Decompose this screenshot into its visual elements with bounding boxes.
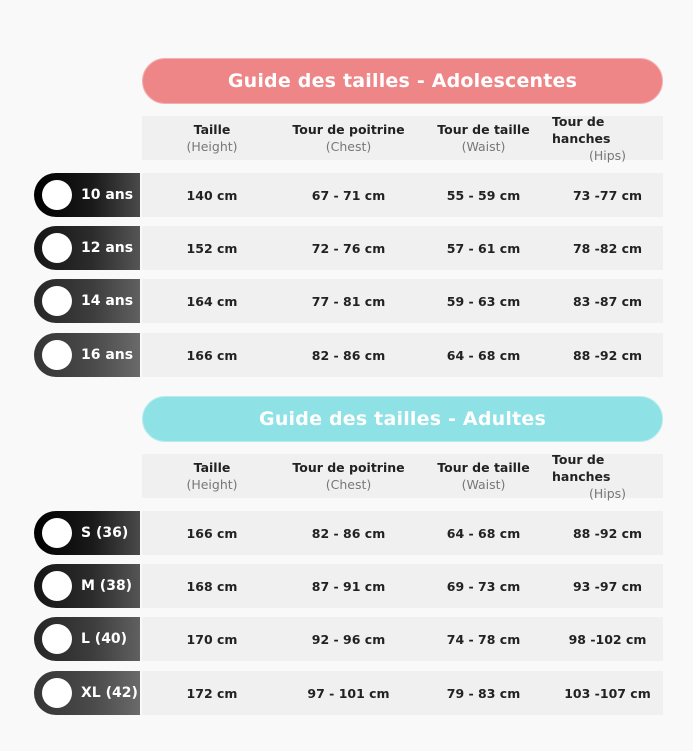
row-values	[142, 173, 663, 217]
column-header-hips	[552, 451, 663, 501]
circle-icon	[42, 571, 72, 601]
height-value: 172 cm	[186, 685, 238, 701]
table-row	[34, 564, 663, 608]
chest-value: 77 - 81 cm	[311, 293, 386, 309]
column-header-main: Tour de hanches	[552, 451, 611, 484]
column-header-sub: (Waist)	[461, 139, 506, 154]
table-row	[34, 226, 663, 270]
size-label: 16 ans	[81, 347, 134, 363]
column-header-sub: (Chest)	[325, 139, 372, 154]
circle-icon	[42, 180, 72, 210]
column-header-chest	[282, 454, 415, 498]
size-label-pill	[34, 511, 140, 555]
height-value: 164 cm	[186, 293, 238, 309]
size-label: 12 ans	[81, 240, 134, 256]
circle-icon	[42, 233, 72, 263]
chest-value: 92 - 96 cm	[311, 631, 386, 647]
height-value: 166 cm	[186, 525, 238, 541]
circle-icon	[42, 624, 72, 654]
column-header-sub: (Chest)	[325, 477, 372, 492]
column-header-main: Tour de taille	[437, 122, 530, 137]
table-row	[34, 617, 663, 661]
row-values	[142, 511, 663, 555]
column-header-waist	[415, 454, 552, 498]
chest-value: 82 - 86 cm	[311, 347, 386, 363]
chest-value: 97 - 101 cm	[307, 685, 390, 701]
row-values	[142, 333, 663, 377]
hips-value: 88 -92 cm	[572, 347, 643, 363]
chest-value: 82 - 86 cm	[311, 525, 386, 541]
waist-value: 57 - 61 cm	[446, 240, 521, 256]
column-header-sub: (Hips)	[588, 147, 627, 163]
teen-header-row	[142, 113, 663, 163]
size-label-pill	[34, 279, 140, 323]
size-label-pill	[34, 333, 140, 377]
adult-header-row	[142, 451, 663, 501]
column-header-hips	[552, 113, 663, 163]
size-label: S (36)	[81, 525, 129, 541]
hips-value: 78 -82 cm	[572, 240, 643, 256]
row-values	[142, 617, 663, 661]
table-row	[34, 333, 663, 377]
hips-value: 98 -102 cm	[568, 631, 647, 647]
chest-value: 72 - 76 cm	[311, 240, 386, 256]
column-header-sub: (Waist)	[461, 477, 506, 492]
table-row	[34, 279, 663, 323]
waist-value: 64 - 68 cm	[446, 525, 521, 541]
waist-value: 74 - 78 cm	[446, 631, 521, 647]
column-header-main: Tour de taille	[437, 460, 530, 475]
column-header-main: Tour de poitrine	[292, 460, 405, 475]
column-header-sub: (Hips)	[588, 485, 627, 501]
height-value: 166 cm	[186, 347, 238, 363]
circle-icon	[42, 340, 72, 370]
column-header-height	[142, 116, 282, 160]
table-row	[34, 671, 663, 715]
waist-value: 79 - 83 cm	[446, 685, 521, 701]
chest-value: 67 - 71 cm	[311, 187, 386, 203]
row-values	[142, 226, 663, 270]
size-label-pill	[34, 226, 140, 270]
waist-value: 69 - 73 cm	[446, 578, 521, 594]
row-values	[142, 279, 663, 323]
table-row	[34, 511, 663, 555]
adult-guide-title: Guide des tailles - Adultes	[142, 396, 663, 442]
size-label-pill	[34, 173, 140, 217]
height-value: 168 cm	[186, 578, 238, 594]
column-header-height	[142, 454, 282, 498]
chest-value: 87 - 91 cm	[311, 578, 386, 594]
size-label: XL (42)	[81, 685, 138, 701]
hips-value: 93 -97 cm	[572, 578, 643, 594]
height-value: 152 cm	[186, 240, 238, 256]
circle-icon	[42, 518, 72, 548]
size-label: M (38)	[81, 578, 133, 594]
hips-value: 83 -87 cm	[572, 293, 643, 309]
row-values	[142, 564, 663, 608]
hips-value: 73 -77 cm	[572, 187, 643, 203]
height-value: 140 cm	[186, 187, 238, 203]
column-header-chest	[282, 116, 415, 160]
waist-value: 59 - 63 cm	[446, 293, 521, 309]
hips-value: 88 -92 cm	[572, 525, 643, 541]
height-value: 170 cm	[186, 631, 238, 647]
hips-value: 103 -107 cm	[564, 685, 651, 701]
column-header-main: Tour de hanches	[552, 113, 611, 146]
teen-guide-title: Guide des tailles - Adolescentes	[142, 58, 663, 104]
size-label: 14 ans	[81, 293, 134, 309]
size-label-pill	[34, 671, 140, 715]
waist-value: 64 - 68 cm	[446, 347, 521, 363]
column-header-waist	[415, 116, 552, 160]
column-header-sub: (Height)	[186, 477, 238, 492]
size-label-pill	[34, 564, 140, 608]
table-row	[34, 173, 663, 217]
row-values	[142, 671, 663, 715]
waist-value: 55 - 59 cm	[446, 187, 521, 203]
size-label: L (40)	[81, 631, 128, 647]
column-header-main: Tour de poitrine	[292, 122, 405, 137]
circle-icon	[42, 678, 72, 708]
size-label-pill	[34, 617, 140, 661]
size-label: 10 ans	[81, 187, 134, 203]
circle-icon	[42, 286, 72, 316]
column-header-sub: (Height)	[186, 139, 238, 154]
column-header-main: Taille	[193, 122, 231, 137]
column-header-main: Taille	[193, 460, 231, 475]
